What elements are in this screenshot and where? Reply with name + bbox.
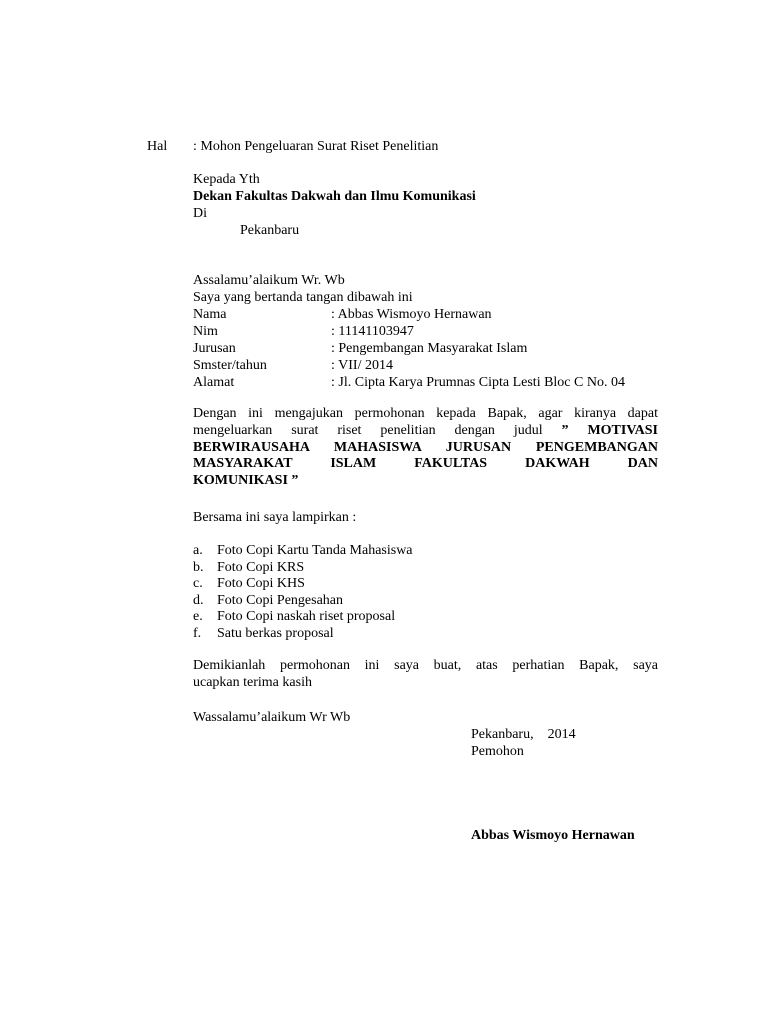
- signature-name: Abbas Wismoyo Hernawan: [471, 828, 635, 843]
- request-title-start: ” MOTIVASI: [561, 422, 658, 438]
- identity-value-semester: : VII/ 2014: [331, 358, 393, 373]
- identity-value-nama: : Abbas Wismoyo Hernawan: [331, 307, 492, 322]
- farewell: Wassalamu’alaikum Wr Wb: [193, 710, 351, 725]
- identity-label-alamat: Alamat: [193, 375, 235, 390]
- identity-value-nim: : 11141103947: [331, 324, 414, 339]
- request-line-plain: mengeluarkan surat riset penelitian dengan judul: [193, 422, 543, 438]
- recipient-name: Dekan Fakultas Dakwah dan Ilmu Komunikasi: [193, 189, 476, 204]
- request-line: [193, 423, 658, 440]
- greeting: Assalamu’alaikum Wr. Wb: [193, 273, 345, 288]
- request-line: Dengan ini mengajukan permohonan kepada Bapak, agar kiranya dapat: [193, 406, 658, 421]
- closing-paragraph: [193, 658, 658, 692]
- attachment-marker: d.: [193, 593, 204, 608]
- identity-label-semester: Smster/tahun: [193, 358, 267, 373]
- intro-text: Saya yang bertanda tangan dibawah ini: [193, 290, 413, 305]
- identity-value-jurusan: : Pengembangan Masyarakat Islam: [331, 341, 528, 356]
- request-paragraph: [193, 406, 658, 490]
- attachment-marker: a.: [193, 543, 203, 558]
- identity-label-nama: Nama: [193, 307, 227, 322]
- attachment-marker: c.: [193, 576, 203, 591]
- request-title-line: BERWIRAUSAHA MAHASISWA JURUSAN PENGEMBANGAN: [193, 439, 658, 455]
- recipient-salutation: Kepada Yth: [193, 172, 260, 187]
- attachment-marker: f.: [193, 626, 202, 641]
- request-title-line: MASYARAKAT ISLAM FAKULTAS DAKWAH DAN: [193, 456, 658, 472]
- attachment-item: Satu berkas proposal: [217, 626, 334, 641]
- attachment-item: Foto Copi KHS: [217, 576, 305, 591]
- identity-label-jurusan: Jurusan: [193, 341, 236, 356]
- attachments-intro: Bersama ini saya lampirkan :: [193, 510, 357, 525]
- identity-value-alamat: : Jl. Cipta Karya Prumnas Cipta Lesti Bloc C No. 04: [331, 375, 625, 390]
- recipient-city: Pekanbaru: [240, 223, 300, 238]
- subject-label: Hal: [147, 139, 168, 154]
- attachment-marker: b.: [193, 560, 204, 575]
- attachment-item: Foto Copi KRS: [217, 560, 305, 575]
- attachment-item: Foto Copi Kartu Tanda Mahasiswa: [217, 543, 413, 558]
- attachment-item: Foto Copi Pengesahan: [217, 593, 343, 608]
- identity-label-nim: Nim: [193, 324, 218, 339]
- signature-role: Pemohon: [471, 744, 524, 759]
- closing-line: ucapkan terima kasih: [193, 674, 312, 690]
- attachment-item: Foto Copi naskah riset proposal: [217, 609, 396, 624]
- request-title-end: KOMUNIKASI ”: [193, 473, 299, 489]
- subject-value: : Mohon Pengeluaran Surat Riset Penelitian: [193, 139, 439, 154]
- recipient-di: Di: [193, 206, 207, 221]
- closing-line: Demikianlah permohonan ini saya buat, atas perhatian Bapak, saya: [193, 658, 658, 673]
- signature-place-date: Pekanbaru, 2014: [471, 727, 576, 742]
- attachment-marker: e.: [193, 609, 203, 624]
